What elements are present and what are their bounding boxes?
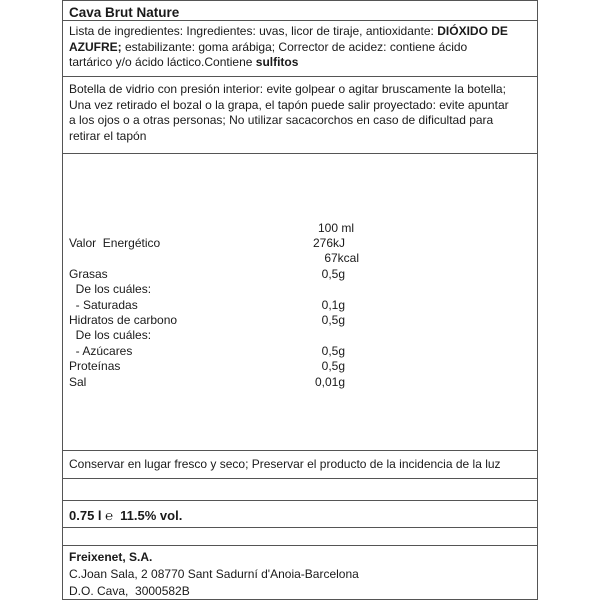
nutrition-table (69, 236, 369, 390)
nutrition-value: 0,5g (321, 266, 345, 281)
producer-info (69, 549, 531, 600)
ingredients-list (69, 24, 531, 71)
nutrition-label: Hidratos de carbono (69, 312, 178, 327)
volume-info: 0.75 l ℮ 11.5% vol. (69, 508, 183, 523)
nutrition-label: Proteínas (69, 359, 121, 374)
nutrition-value: 0,1g (321, 297, 345, 312)
ingredients-text: tartárico y/o ácido láctico.Contiene (69, 55, 256, 69)
nutrition-column-header: 100 ml (318, 221, 355, 235)
nutrition-row (69, 313, 369, 328)
nutrition-label: Valor Energético (69, 236, 161, 250)
nutrition-row (69, 298, 369, 313)
nutrition-row (69, 267, 369, 282)
nutrition-value: 67kcal (324, 251, 359, 266)
warning-line: a los ojos o a otras personas; No utilizar sacacorchos en caso de dificultad para (69, 113, 494, 127)
divider (62, 0, 538, 1)
ingredients-text: estabilizante: goma arábiga; Corrector de acidez: contiene ácido (121, 39, 468, 54)
divider (62, 20, 538, 21)
nutrition-label: De los cuáles: (69, 282, 152, 297)
divider (62, 500, 538, 501)
nutrition-row (69, 236, 369, 251)
allergen-text: DIÓXIDO DE (437, 24, 508, 38)
nutrition-label: - Saturadas (69, 297, 138, 312)
nutrition-row (69, 328, 369, 343)
divider (62, 545, 538, 546)
nutrition-row (69, 251, 369, 266)
nutrition-label: Grasas (69, 266, 108, 281)
product-title: Cava Brut Nature (69, 5, 180, 20)
nutrition-value: 0,01g (314, 374, 345, 389)
allergen-text: AZUFRE; (69, 39, 122, 54)
safety-warning (69, 82, 531, 144)
nutrition-row (69, 282, 369, 297)
warning-line: Una vez retirado el bozal o la grapa, el tapón puede salir proyectado: evite apuntar (69, 97, 509, 112)
nutrition-label: - Azúcares (69, 343, 133, 358)
nutrition-row (69, 359, 369, 374)
nutrition-label: Sal (69, 374, 87, 389)
divider (62, 478, 538, 479)
producer-address: C.Joan Sala, 2 08770 Sant Sadurní d'Anoia-Barcelona (69, 567, 359, 581)
nutrition-value: 0,5g (321, 312, 345, 327)
allergen-text: sulfitos (255, 55, 299, 69)
divider (62, 527, 538, 528)
ingredients-text: Lista de ingredientes: Ingredientes: uvas, licor de tiraje, antioxidante: (69, 24, 438, 38)
storage-instructions: Conservar en lugar fresco y seco; Preservar el producto de la incidencia de la luz (69, 457, 501, 471)
nutrition-label: De los cuáles: (69, 328, 152, 343)
producer-registry: D.O. Cava, 3000582B (69, 584, 190, 598)
producer-name: Freixenet, S.A. (69, 550, 153, 564)
nutrition-row (69, 375, 369, 390)
warning-line: Botella de vidrio con presión interior: evite golpear o agitar bruscamente la botella; (69, 82, 506, 96)
divider (62, 76, 538, 77)
divider (62, 450, 538, 451)
nutrition-value: 276kJ (312, 236, 345, 250)
divider (62, 153, 538, 154)
nutrition-value: 0,5g (321, 343, 345, 358)
nutrition-value: 0,5g (321, 359, 345, 374)
warning-line: retirar el tapón (69, 128, 147, 143)
nutrition-row (69, 344, 369, 359)
